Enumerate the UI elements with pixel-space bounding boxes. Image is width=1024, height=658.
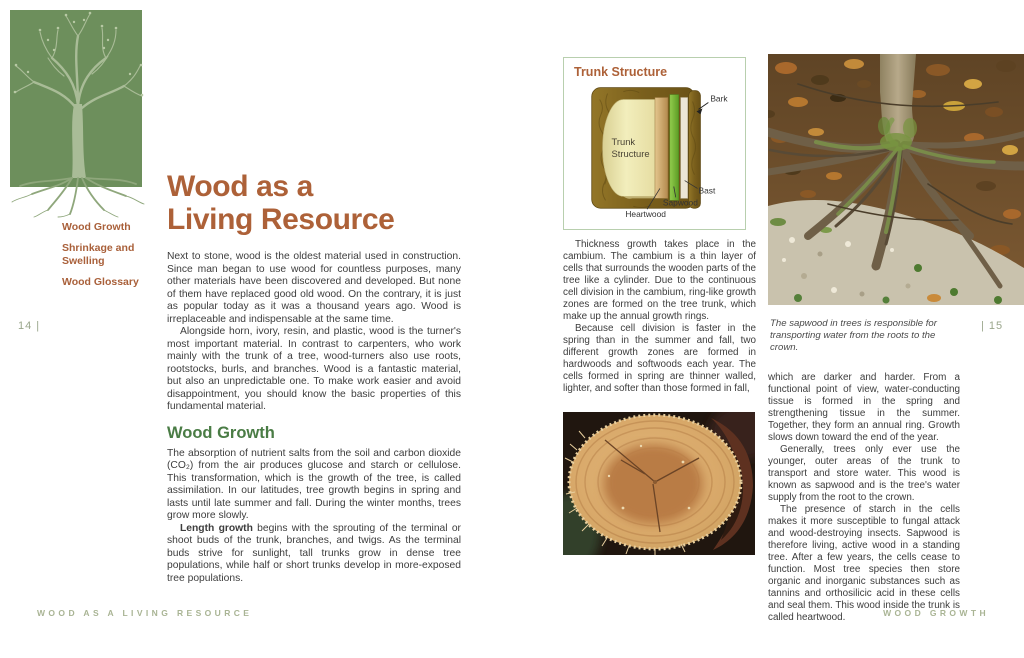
running-footer-right: WOOD GROWTH	[883, 608, 989, 618]
label-trunk-structure-line1: Trunk	[611, 135, 636, 147]
wood-growth-text	[167, 448, 461, 586]
nav-item-shrinkage-swelling[interactable]: Shrinkage and Swelling	[62, 242, 135, 267]
annual-rings-photo	[563, 412, 755, 555]
heartwood-paragraph: The presence of starch in the cells makes it more susceptible to fungal attack and wood-destroying insects. Sapwood is therefore living, active wood in a standing tree. After a few years, the cells cease to function. Most tree species then store organic and inorganic substances such as tannins and orthosilicic acid in these cells and seal them. This wood inside the trunk is called heartwood.	[768, 504, 960, 623]
trunk-structure-diagram	[564, 58, 745, 229]
intro-paragraph-2: Alongside horn, ivory, resin, and plastic, wood is the turner's most important material. In contrast to carpenters, who work mainly with the trunk of a tree, wood-turners also use roots, rootstocks, burls, and branches. Wood is a fantastic material, but also an unpredictable one. To make work easier and avoid disappointment, you should know the basic properties of this fundamental material.	[167, 326, 461, 412]
intro-paragraph-1: Next to stone, wood is the oldest material used in construction. Since man began to use wood for countless purposes, many other materials have been discovered and developed. But none of them have replaced good old wood. On the contrary, it is just as popular today as it was a thousand years ago. Wood is irreplaceable and indispensable at the same time.	[167, 251, 461, 325]
nav-item-wood-growth[interactable]: Wood Growth	[62, 221, 131, 233]
label-bast: Bast	[698, 185, 716, 196]
middle-column-text	[563, 239, 756, 395]
length-growth-text: begins with the sprouting of the terminal or shoot buds of the trunk, branches, and twigs. As the terminal buds strive for sunlight, tall trunks grow in dense tree populations, while half or short trunks develop in more-exposed tree populations.	[167, 522, 461, 584]
right-column-text	[768, 372, 960, 624]
section-heading-wood-growth: Wood Growth	[167, 423, 275, 442]
page-number-right: | 15	[981, 320, 1004, 332]
intro-text	[167, 251, 461, 414]
chapter-nav	[62, 221, 154, 297]
label-heartwood: Heartwood	[625, 209, 666, 220]
trunk-diagram-title: Trunk Structure	[574, 65, 668, 79]
left-page-main-column	[167, 170, 461, 585]
roots-photo	[768, 54, 1024, 305]
chapter-title	[167, 170, 461, 236]
label-bark: Bark	[710, 93, 728, 104]
sapwood-paragraph: Generally, trees only ever use the younger, outer areas of the trunk to transport and store water. This wood is known as sapwood and is the tree's water supply from the root to the crown.	[768, 444, 960, 503]
length-growth-term: Length growth	[180, 522, 253, 534]
wood-growth-paragraph-2	[167, 523, 461, 586]
cambium-paragraph-2: Because cell division is faster in the spring than in the summer and fall, two different growth zones are formed in hardwoods and softwoods each year. The cells formed in spring are thinner walled, lighter, and softer than those formed in fall,	[563, 323, 756, 394]
roots-photo-caption: The sapwood in trees is responsible for transporting water from the roots to the crown.	[770, 318, 937, 353]
label-sapwood: Sapwood	[662, 197, 698, 208]
trunk-structure-panel	[563, 57, 746, 230]
cambium-paragraph-1: Thickness growth takes place in the cambium. The cambium is a thin layer of cells that surrounds the wooden parts of the tree like a cylinder. Due to the continuous cell division in the cambium, ring-like growth zones are formed on the tree trunk, which make up the annual growth rings.	[563, 239, 756, 322]
label-trunk-structure-line2: Structure	[611, 147, 650, 159]
nav-item-wood-glossary[interactable]: Wood Glossary	[62, 275, 139, 288]
page-number-left: 14 |	[18, 320, 41, 332]
tree-illustration	[4, 6, 152, 218]
wood-growth-paragraph-1: The absorption of nutrient salts from the soil and carbon dioxide (CO₂) from the air produces glucose and starch or cellulose. This transformation, which is the growth of the tree, is called assimilation. In our latitudes, tree growth begins in spring and lasts until late summer and fall. During the winter months, trees grow more slowly.	[167, 447, 461, 521]
chapter-title-line2: Living Resource	[167, 203, 395, 236]
chapter-title-line1: Wood as a	[167, 170, 313, 203]
running-footer-left: WOOD AS A LIVING RESOURCE	[37, 608, 253, 618]
rings-paragraph-1: which are darker and harder. From a functional point of view, water-conducting tissue is formed in the spring and strengthening tissue in the summer. Together, they form an annual ring. Growth slows down toward the end of the year.	[768, 372, 960, 443]
